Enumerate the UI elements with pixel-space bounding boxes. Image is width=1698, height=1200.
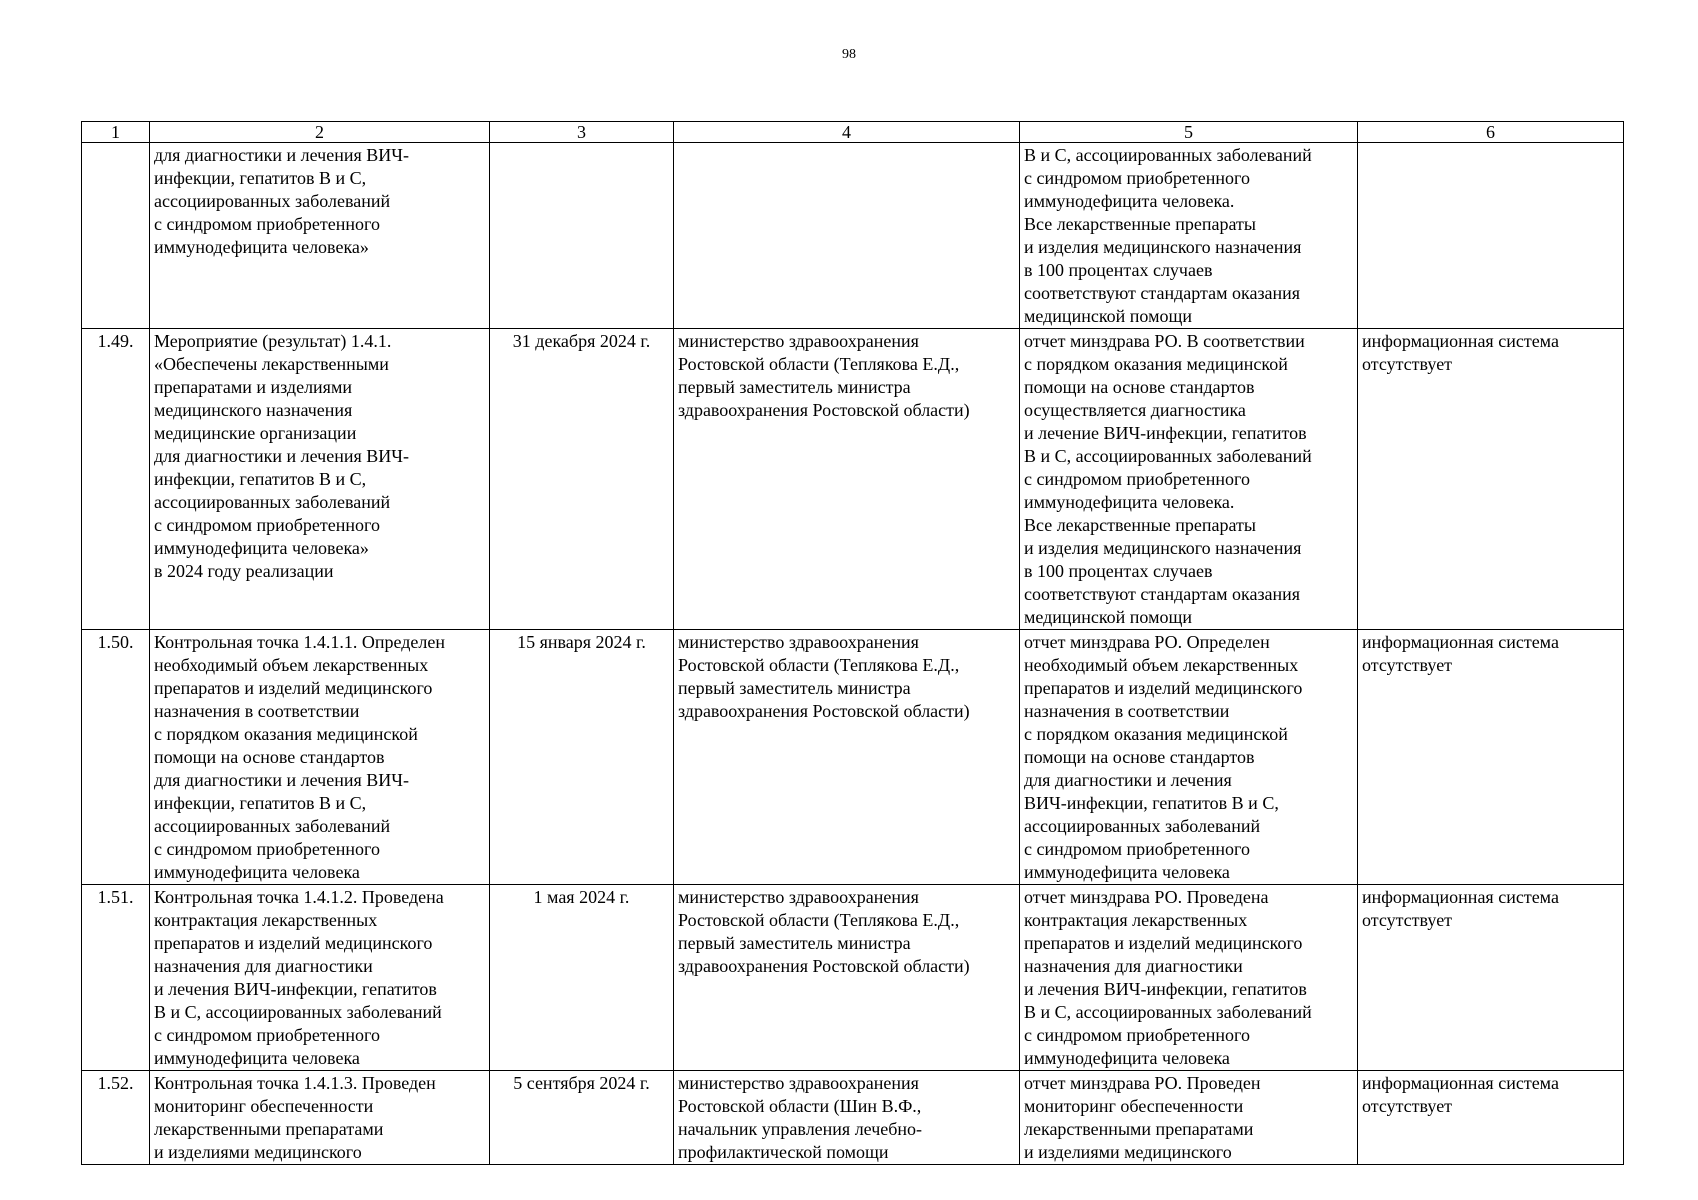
date-cell: 31 декабря 2024 г.: [490, 329, 674, 630]
column-header: 5: [1020, 122, 1358, 143]
column-header: 4: [674, 122, 1020, 143]
result-cell: отчет минздрава РО. Проведен мониторинг обеспеченности лекарственными препаратами и изделиями медицинского: [1020, 1071, 1358, 1165]
column-header: 3: [490, 122, 674, 143]
table-row: [82, 143, 1624, 329]
responsible-cell: министерство здравоохранения Ростовской области (Теплякова Е.Д., первый заместитель министра здравоохранения Ростовской области): [674, 885, 1020, 1071]
table-row: [82, 630, 1624, 885]
page-number: 98: [842, 47, 856, 62]
table-header-row: [82, 122, 1624, 143]
table-row: [82, 1071, 1624, 1165]
row-number: [82, 143, 150, 329]
column-header: 1: [82, 122, 150, 143]
event-cell: Мероприятие (результат) 1.4.1. «Обеспечены лекарственными препаратами и изделиями медицинского назначения медицинские организации для диагностики и лечения ВИЧ- инфекции, гепатитов В и С, ассоциированных заболеваний с синдромом приобретенного иммунодефицита человека» в 2024 году реализации: [150, 329, 490, 630]
result-cell: отчет минздрава РО. В соответствии с порядком оказания медицинской помощи на основе стандартов осуществляется диагностика и лечение ВИЧ-инфекции, гепатитов В и С, ассоциированных заболеваний с синдромом приобретенного иммунодефицита человека. Все лекарственные препараты и изделия медицинского назначения в 100 процентах случаев соответствуют стандартам оказания медицинской помощи: [1020, 329, 1358, 630]
column-header: 2: [150, 122, 490, 143]
responsible-cell: министерство здравоохранения Ростовской области (Теплякова Е.Д., первый заместитель министра здравоохранения Ростовской области): [674, 630, 1020, 885]
result-cell: В и С, ассоциированных заболеваний с синдромом приобретенного иммунодефицита человека. Все лекарственные препараты и изделия медицинского назначения в 100 процентах случаев соответствуют стандартам оказания медицинской помощи: [1020, 143, 1358, 329]
responsible-cell: министерство здравоохранения Ростовской области (Теплякова Е.Д., первый заместитель министра здравоохранения Ростовской области): [674, 329, 1020, 630]
responsible-cell: министерство здравоохранения Ростовской области (Шин В.Ф., начальник управления лечебно- профилактической помощи: [674, 1071, 1020, 1165]
table-row: [82, 329, 1624, 630]
event-cell: Контрольная точка 1.4.1.1. Определен необходимый объем лекарственных препаратов и изделий медицинского назначения в соответствии с порядком оказания медицинской помощи на основе стандартов для диагностики и лечения ВИЧ- инфекции, гепатитов В и С, ассоциированных заболеваний с синдромом приобретенного иммунодефицита человека: [150, 630, 490, 885]
system-cell: информационная система отсутствует: [1358, 1071, 1624, 1165]
plan-table: [81, 121, 1624, 1165]
event-cell: Контрольная точка 1.4.1.3. Проведен мониторинг обеспеченности лекарственными препаратами и изделиями медицинского: [150, 1071, 490, 1165]
row-number: 1.51.: [82, 885, 150, 1071]
result-cell: отчет минздрава РО. Определен необходимый объем лекарственных препаратов и изделий медицинского назначения в соответствии с порядком оказания медицинской помощи на основе стандартов для диагностики и лечения ВИЧ-инфекции, гепатитов В и С, ассоциированных заболеваний с синдромом приобретенного иммунодефицита человека: [1020, 630, 1358, 885]
row-number: 1.49.: [82, 329, 150, 630]
system-cell: информационная система отсутствует: [1358, 329, 1624, 630]
table-row: [82, 885, 1624, 1071]
row-number: 1.50.: [82, 630, 150, 885]
date-cell: 5 сентября 2024 г.: [490, 1071, 674, 1165]
date-cell: [490, 143, 674, 329]
date-cell: 1 мая 2024 г.: [490, 885, 674, 1071]
event-cell: для диагностики и лечения ВИЧ- инфекции, гепатитов В и С, ассоциированных заболеваний с синдромом приобретенного иммунодефицита человека»: [150, 143, 490, 329]
event-cell: Контрольная точка 1.4.1.2. Проведена контрактация лекарственных препаратов и изделий медицинского назначения для диагностики и лечения ВИЧ-инфекции, гепатитов В и С, ассоциированных заболеваний с синдромом приобретенного иммунодефицита человека: [150, 885, 490, 1071]
result-cell: отчет минздрава РО. Проведена контрактация лекарственных препаратов и изделий медицинского назначения для диагностики и лечения ВИЧ-инфекции, гепатитов В и С, ассоциированных заболеваний с синдромом приобретенного иммунодефицита человека: [1020, 885, 1358, 1071]
date-cell: 15 января 2024 г.: [490, 630, 674, 885]
responsible-cell: [674, 143, 1020, 329]
system-cell: [1358, 143, 1624, 329]
system-cell: информационная система отсутствует: [1358, 630, 1624, 885]
row-number: 1.52.: [82, 1071, 150, 1165]
system-cell: информационная система отсутствует: [1358, 885, 1624, 1071]
column-header: 6: [1358, 122, 1624, 143]
